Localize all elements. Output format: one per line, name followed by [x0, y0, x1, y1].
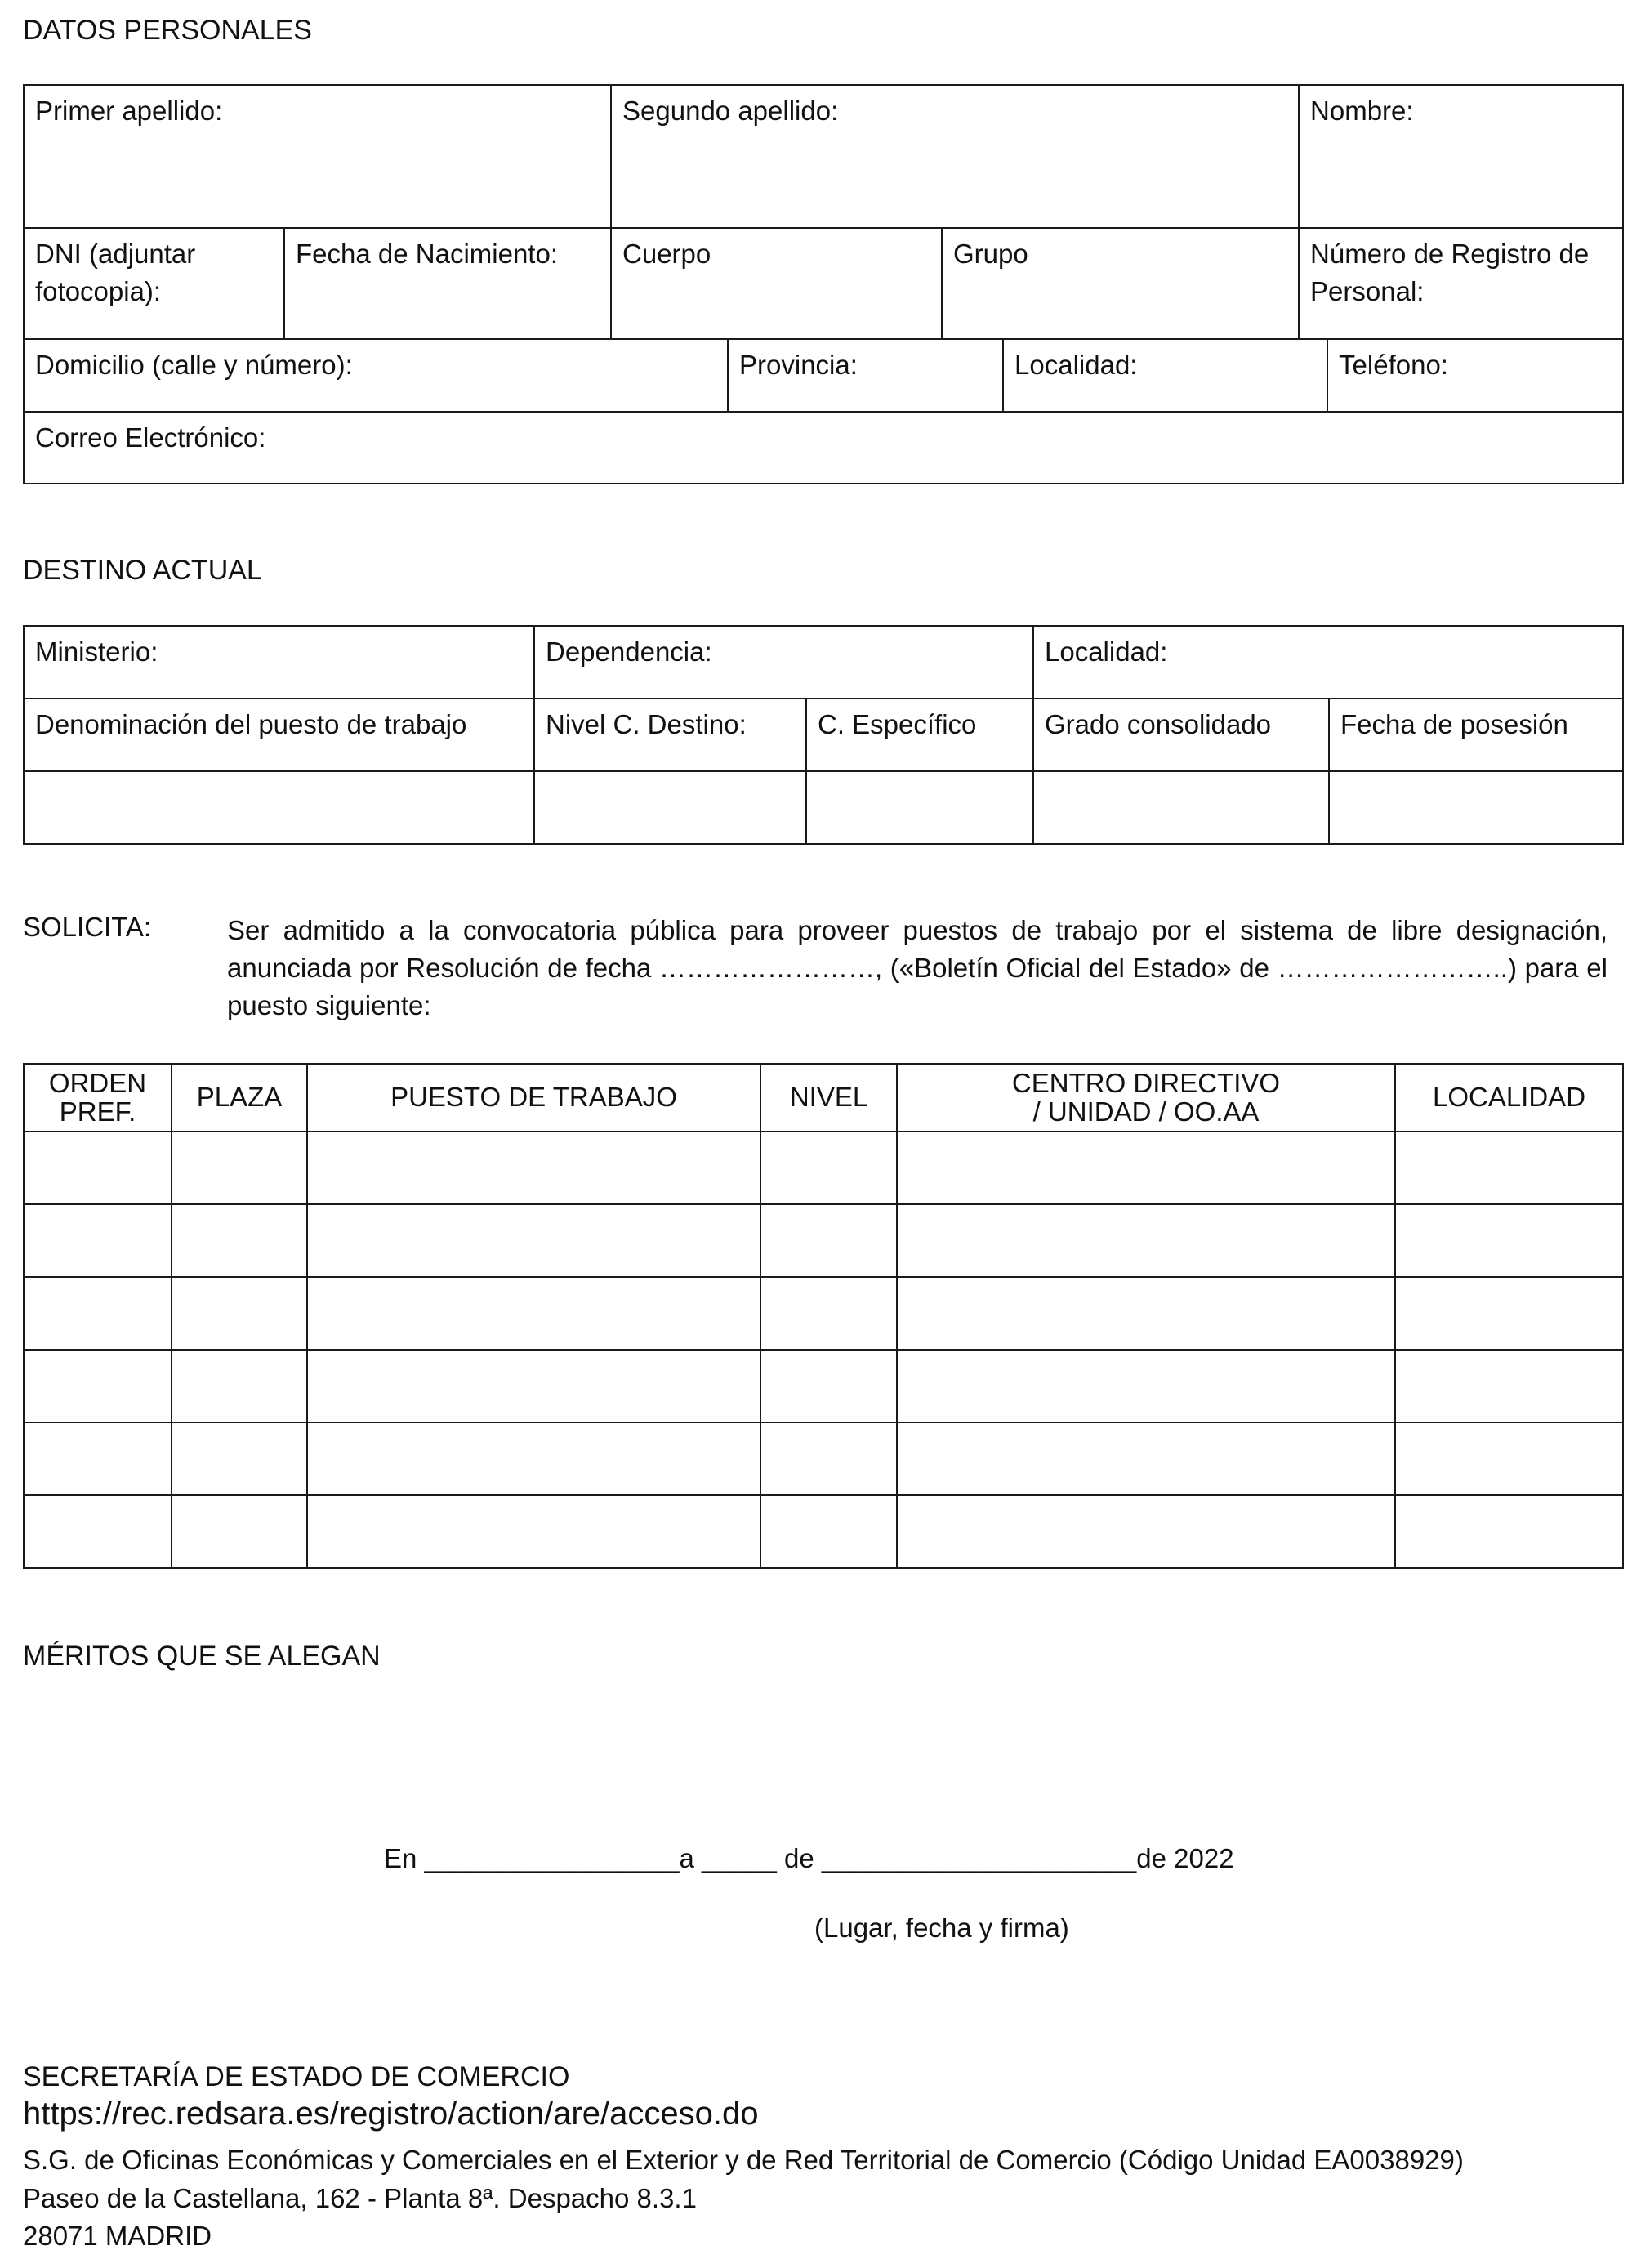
section-title-meritos: MÉRITOS QUE SE ALEGAN: [23, 1641, 381, 1672]
grado-consolidado-input[interactable]: [1033, 771, 1329, 844]
puesto-header: PUESTO DE TRABAJO: [307, 1064, 760, 1132]
plazas-table: [23, 1063, 1624, 1569]
correo-label: Correo Electrónico:: [35, 422, 266, 453]
grado-consolidado-header: Grado consolidado: [1033, 699, 1329, 771]
centro-header: [897, 1064, 1395, 1132]
table-row: [24, 1422, 1623, 1495]
domicilio-field[interactable]: [24, 339, 728, 412]
orden-header-line2: PREF.: [59, 1096, 136, 1127]
puesto-cell[interactable]: [307, 1277, 760, 1350]
localidad-destino-field[interactable]: [1033, 626, 1623, 699]
plaza-cell[interactable]: [172, 1132, 307, 1204]
fecha-posesion-input[interactable]: [1329, 771, 1623, 844]
dni-label: DNI (adjuntar fotocopia):: [35, 239, 196, 307]
localidad-cell[interactable]: [1395, 1277, 1623, 1350]
centro-cell[interactable]: [897, 1204, 1395, 1277]
complemento-especifico-input[interactable]: [806, 771, 1033, 844]
grupo-field[interactable]: [942, 228, 1299, 339]
fecha-posesion-header: Fecha de posesión: [1329, 699, 1623, 771]
cuerpo-field[interactable]: [611, 228, 942, 339]
footer-secretaria: SECRETARÍA DE ESTADO DE COMERCIO: [23, 2061, 570, 2092]
table-row: [24, 1350, 1623, 1422]
table-row: [24, 1495, 1623, 1568]
footer-ciudad: 28071 MADRID: [23, 2221, 212, 2251]
destino-actual-table: [23, 625, 1624, 845]
puesto-cell[interactable]: [307, 1204, 760, 1277]
centro-cell[interactable]: [897, 1422, 1395, 1495]
localidad-cell[interactable]: [1395, 1495, 1623, 1568]
ministerio-label: Ministerio:: [35, 636, 158, 667]
localidad-cell[interactable]: [1395, 1132, 1623, 1204]
solicita-text: Ser admitido a la convocatoria pública para proveer puestos de trabajo por el sistema de libre designación, anunciada por Resolución de fecha ……………………, («Boletín Oficial del Estado» de ……………………..) para el puesto siguiente:: [227, 915, 1608, 1020]
puesto-cell[interactable]: [307, 1495, 760, 1568]
ministerio-field[interactable]: [24, 626, 534, 699]
localidad-cell[interactable]: [1395, 1204, 1623, 1277]
centro-cell[interactable]: [897, 1495, 1395, 1568]
centro-cell[interactable]: [897, 1350, 1395, 1422]
denominacion-header: Denominación del puesto de trabajo: [24, 699, 534, 771]
table-row: [24, 1277, 1623, 1350]
dni-field[interactable]: [24, 228, 284, 339]
fecha-nacimiento-field[interactable]: [284, 228, 611, 339]
centro-header-line2: / UNIDAD / OO.AA: [1032, 1096, 1260, 1127]
orden-cell[interactable]: [24, 1277, 172, 1350]
lugar-fecha-firma-note: (Lugar, fecha y firma): [814, 1913, 1069, 1943]
plaza-cell[interactable]: [172, 1204, 307, 1277]
dependencia-field[interactable]: [534, 626, 1033, 699]
localidad-header: LOCALIDAD: [1395, 1064, 1623, 1132]
grupo-label: Grupo: [953, 239, 1028, 269]
domicilio-label: Domicilio (calle y número):: [35, 350, 353, 380]
nivel-destino-input[interactable]: [534, 771, 806, 844]
nrp-label: Número de Registro de Personal:: [1310, 239, 1590, 307]
lugar-fecha-line[interactable]: En _________________a _____ de _____________________de 2022: [384, 1843, 1234, 1873]
segundo-apellido-label: Segundo apellido:: [622, 96, 839, 126]
provincia-field[interactable]: [728, 339, 1003, 412]
orden-cell[interactable]: [24, 1495, 172, 1568]
puesto-cell[interactable]: [307, 1422, 760, 1495]
footer-url-link[interactable]: https://rec.redsara.es/registro/action/are/acceso.do: [23, 2096, 759, 2132]
footer-subdireccion: S.G. de Oficinas Económicas y Comerciales en el Exterior y de Red Territorial de Comercio (Código Unidad EA0038929): [23, 2145, 1464, 2175]
nivel-cell[interactable]: [760, 1204, 897, 1277]
nivel-destino-header: Nivel C. Destino:: [534, 699, 806, 771]
table-row: [24, 1204, 1623, 1277]
telefono-label: Teléfono:: [1339, 350, 1448, 380]
nivel-cell[interactable]: [760, 1277, 897, 1350]
orden-cell[interactable]: [24, 1132, 172, 1204]
orden-cell[interactable]: [24, 1422, 172, 1495]
localidad-cell[interactable]: [1395, 1422, 1623, 1495]
orden-header-line1: ORDEN: [48, 1067, 147, 1098]
provincia-label: Provincia:: [739, 350, 858, 380]
correo-field[interactable]: [24, 412, 1623, 484]
localidad-field[interactable]: [1003, 339, 1327, 412]
dependencia-label: Dependencia:: [546, 636, 712, 667]
fecha-nacimiento-label: Fecha de Nacimiento:: [296, 239, 558, 269]
orden-cell[interactable]: [24, 1204, 172, 1277]
localidad-destino-label: Localidad:: [1045, 636, 1168, 667]
telefono-field[interactable]: [1327, 339, 1623, 412]
primer-apellido-field[interactable]: [24, 85, 611, 228]
table-row: [24, 1132, 1623, 1204]
plaza-cell[interactable]: [172, 1422, 307, 1495]
puesto-cell[interactable]: [307, 1132, 760, 1204]
orden-pref-header: [24, 1064, 172, 1132]
centro-cell[interactable]: [897, 1277, 1395, 1350]
section-title-datos-personales: DATOS PERSONALES: [23, 15, 312, 46]
plaza-cell[interactable]: [172, 1277, 307, 1350]
nrp-field[interactable]: [1299, 228, 1623, 339]
puesto-cell[interactable]: [307, 1350, 760, 1422]
nivel-header: NIVEL: [760, 1064, 897, 1132]
orden-cell[interactable]: [24, 1350, 172, 1422]
segundo-apellido-field[interactable]: [611, 85, 1299, 228]
plaza-header: PLAZA: [172, 1064, 307, 1132]
nivel-cell[interactable]: [760, 1422, 897, 1495]
primer-apellido-label: Primer apellido:: [35, 96, 223, 126]
section-title-destino-actual: DESTINO ACTUAL: [23, 555, 262, 586]
localidad-label: Localidad:: [1014, 350, 1138, 380]
nivel-cell[interactable]: [760, 1350, 897, 1422]
plaza-cell[interactable]: [172, 1495, 307, 1568]
plaza-cell[interactable]: [172, 1350, 307, 1422]
meritos-area[interactable]: [23, 1683, 1622, 1822]
localidad-cell[interactable]: [1395, 1350, 1623, 1422]
denominacion-input[interactable]: [24, 771, 534, 844]
centro-cell[interactable]: [897, 1132, 1395, 1204]
solicita-label: SOLICITA:: [23, 912, 152, 942]
footer-direccion: Paseo de la Castellana, 162 - Planta 8ª. Despacho 8.3.1: [23, 2183, 697, 2213]
cuerpo-label: Cuerpo: [622, 239, 711, 269]
centro-header-line1: CENTRO DIRECTIVO: [1011, 1067, 1281, 1098]
complemento-especifico-header: C. Específico: [806, 699, 1033, 771]
nombre-field[interactable]: [1299, 85, 1623, 228]
nivel-cell[interactable]: [760, 1132, 897, 1204]
datos-personales-table: [23, 84, 1624, 484]
nivel-cell[interactable]: [760, 1495, 897, 1568]
nombre-label: Nombre:: [1310, 96, 1414, 126]
